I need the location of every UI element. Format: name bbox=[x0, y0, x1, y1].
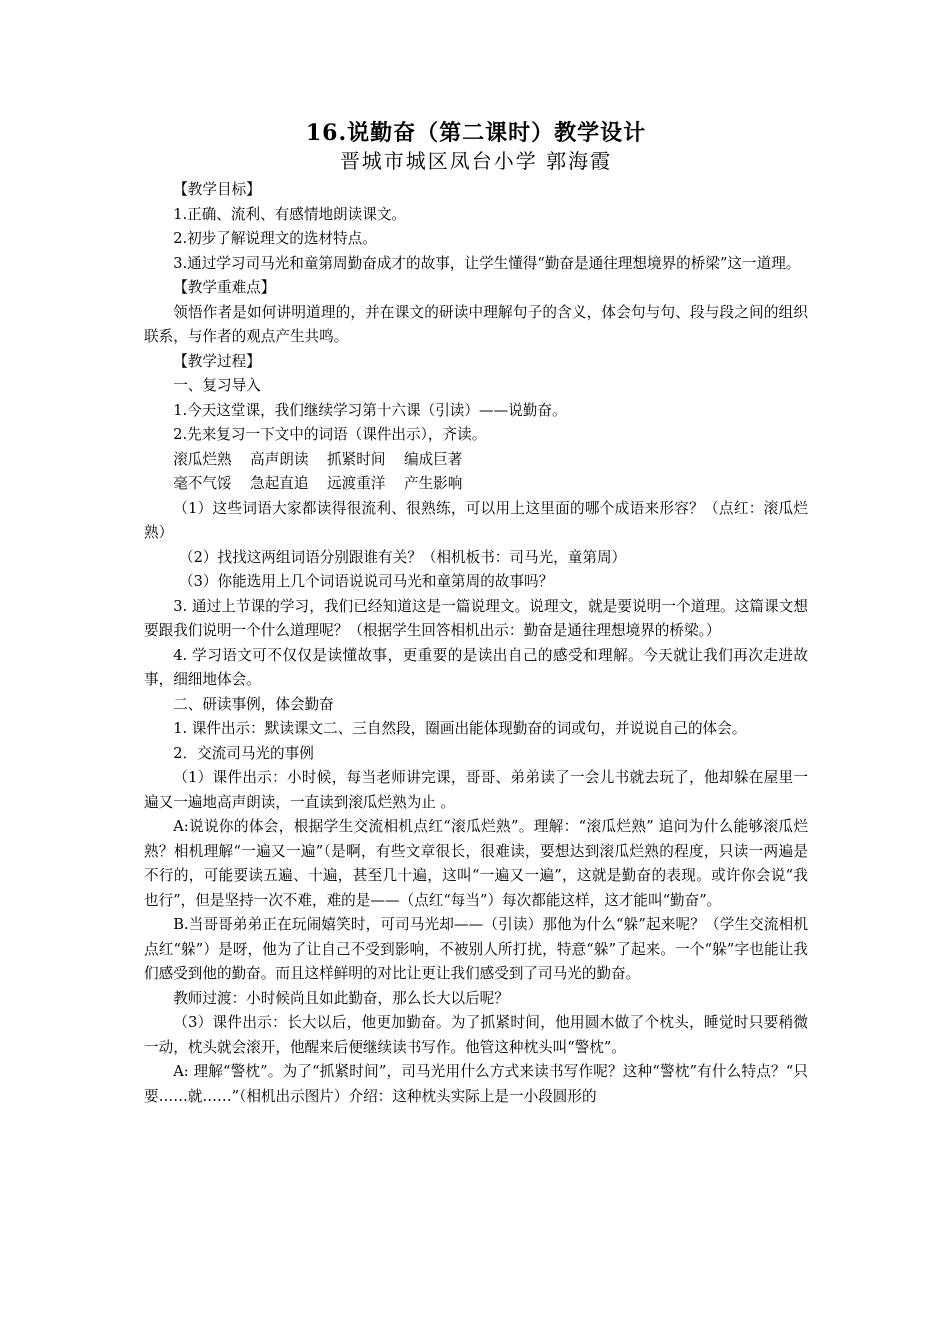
paragraph: （3）课件出示：长大以后，他更加勤奋。为了抓紧时间，他用圆木做了个枕头，睡觉时只要稍微一动，枕头就会滚开，他醒来后便继续读书写作。他管这种枕头叫“警枕”。 bbox=[144, 1014, 808, 1056]
paragraph: 1.今天这堂课，我们继续学习第十六课（引读）——说勤奋。 bbox=[173, 401, 567, 419]
paragraph: 2.初步了解说理文的选材特点。 bbox=[173, 230, 377, 247]
vocabulary-row: 滚瓜烂熟 高声朗读 抓紧时间 编成巨著 bbox=[173, 450, 463, 468]
heading-teaching-goals: 【教学目标】 bbox=[173, 181, 261, 198]
paragraph: （3）你能选用上几个词语说说司马光和童第周的故事吗？ bbox=[179, 573, 554, 590]
heading-teaching-process: 【教学过程】 bbox=[173, 352, 261, 370]
paragraph: 3. 通过上节课的学习，我们已经知道这是一篇说理文。说理文，就是要说明一个道理。这篇课文想要跟我们说明一个什么道理呢？（根据学生回答相机出示：勤奋是通往理想境界的桥梁。） bbox=[144, 597, 808, 639]
paragraph: 3.通过学习司马光和童第周勤奋成才的故事，让学生懂得“勤奋是通往理想境界的桥梁”这一道理。 bbox=[173, 254, 801, 272]
vocabulary-row: 毫不气馁 急起直追 远渡重洋 产生影响 bbox=[173, 475, 463, 492]
paragraph: A:说说你的体会，根据学生交流相机点红“滚瓜烂熟”。理解：“滚瓜烂熟” 追问为什么能够滚瓜烂熟？相机理解“一遍又一遍”（是啊，有些文章很长，很难读，要想达到滚瓜烂熟的程度，只读一两遍是不行的，可能要读五遍、十遍，甚至几十遍，这叫“一遍又一遍”，这就是勤奋的表现。或许你会说“我也行”，但是坚持一次不难，难的是——（点红“每当”）每次都能这样，这才能叫“勤奋”。 bbox=[144, 818, 808, 909]
paragraph: （1）课件出示：小时候，每当老师讲完课，哥哥、弟弟读了一会儿书就去玩了，他却躲在屋里一遍又一遍地高声朗读，一直读到滚瓜烂熟为止 。 bbox=[144, 769, 808, 811]
heading-key-points: 【教学重难点】 bbox=[173, 279, 276, 296]
author-line: 晋城市城区凤台小学 郭海霞 bbox=[339, 149, 613, 173]
paragraph: （2）找找这两组词语分别跟谁有关？（相机板书：司马光，童第周） bbox=[179, 548, 627, 566]
paragraph: 2．交流司马光的事例 bbox=[173, 744, 314, 762]
document-page bbox=[144, 118, 808, 1109]
section-heading: 二、研读事例，体会勤奋 bbox=[173, 695, 334, 713]
section-heading: 一、复习导入 bbox=[173, 377, 261, 394]
paragraph: A: 理解“警枕”。为了“抓紧时间”，司马光用什么方式来读书写作呢？这种“警枕”有什么特点？“只要……就……”（相机出示图片）介绍：这种枕头实际上是一小段圆形的 bbox=[144, 1063, 808, 1105]
document-title: 16.说勤奋（第二课时）教学设计 bbox=[305, 120, 647, 146]
paragraph: 1.正确、流利、有感情地朗读课文。 bbox=[173, 205, 407, 223]
paragraph: 领悟作者是如何讲明道理的，并在课文的研读中理解句子的含义，体会句与句、段与段之间的组织联系，与作者的观点产生共鸣。 bbox=[144, 303, 808, 345]
paragraph: 2.先来复习一下文中的词语（课件出示），齐读。 bbox=[173, 426, 487, 443]
paragraph: B.当哥哥弟弟正在玩闹嬉笑时，可司马光却——（引读）那他为什么“躲”起来呢？（学生交流相机点红“躲”）是呀，他为了让自己不受到影响，不被别人所打扰，特意“躲”了起来。一个“躲”字也能让我们感受到他的勤奋。而且这样鲜明的对比让更让我们感受到了司马光的勤奋。 bbox=[144, 916, 808, 982]
paragraph: 1. 课件出示：默读课文二、三自然段，圈画出能体现勤奋的词或句，并说说自己的体会。 bbox=[173, 720, 747, 737]
paragraph: 4. 学习语文可不仅仅是读懂故事，更重要的是读出自己的感受和理解。今天就让我们再次走进故事，细细地体会。 bbox=[144, 646, 808, 688]
paragraph: 教师过渡：小时候尚且如此勤奋，那么长大以后呢？ bbox=[173, 989, 509, 1007]
paragraph: （1）这些词语大家都读得很流利、很熟练，可以用上这里面的哪个成语来形容？（点红：滚瓜烂熟） bbox=[144, 499, 808, 541]
